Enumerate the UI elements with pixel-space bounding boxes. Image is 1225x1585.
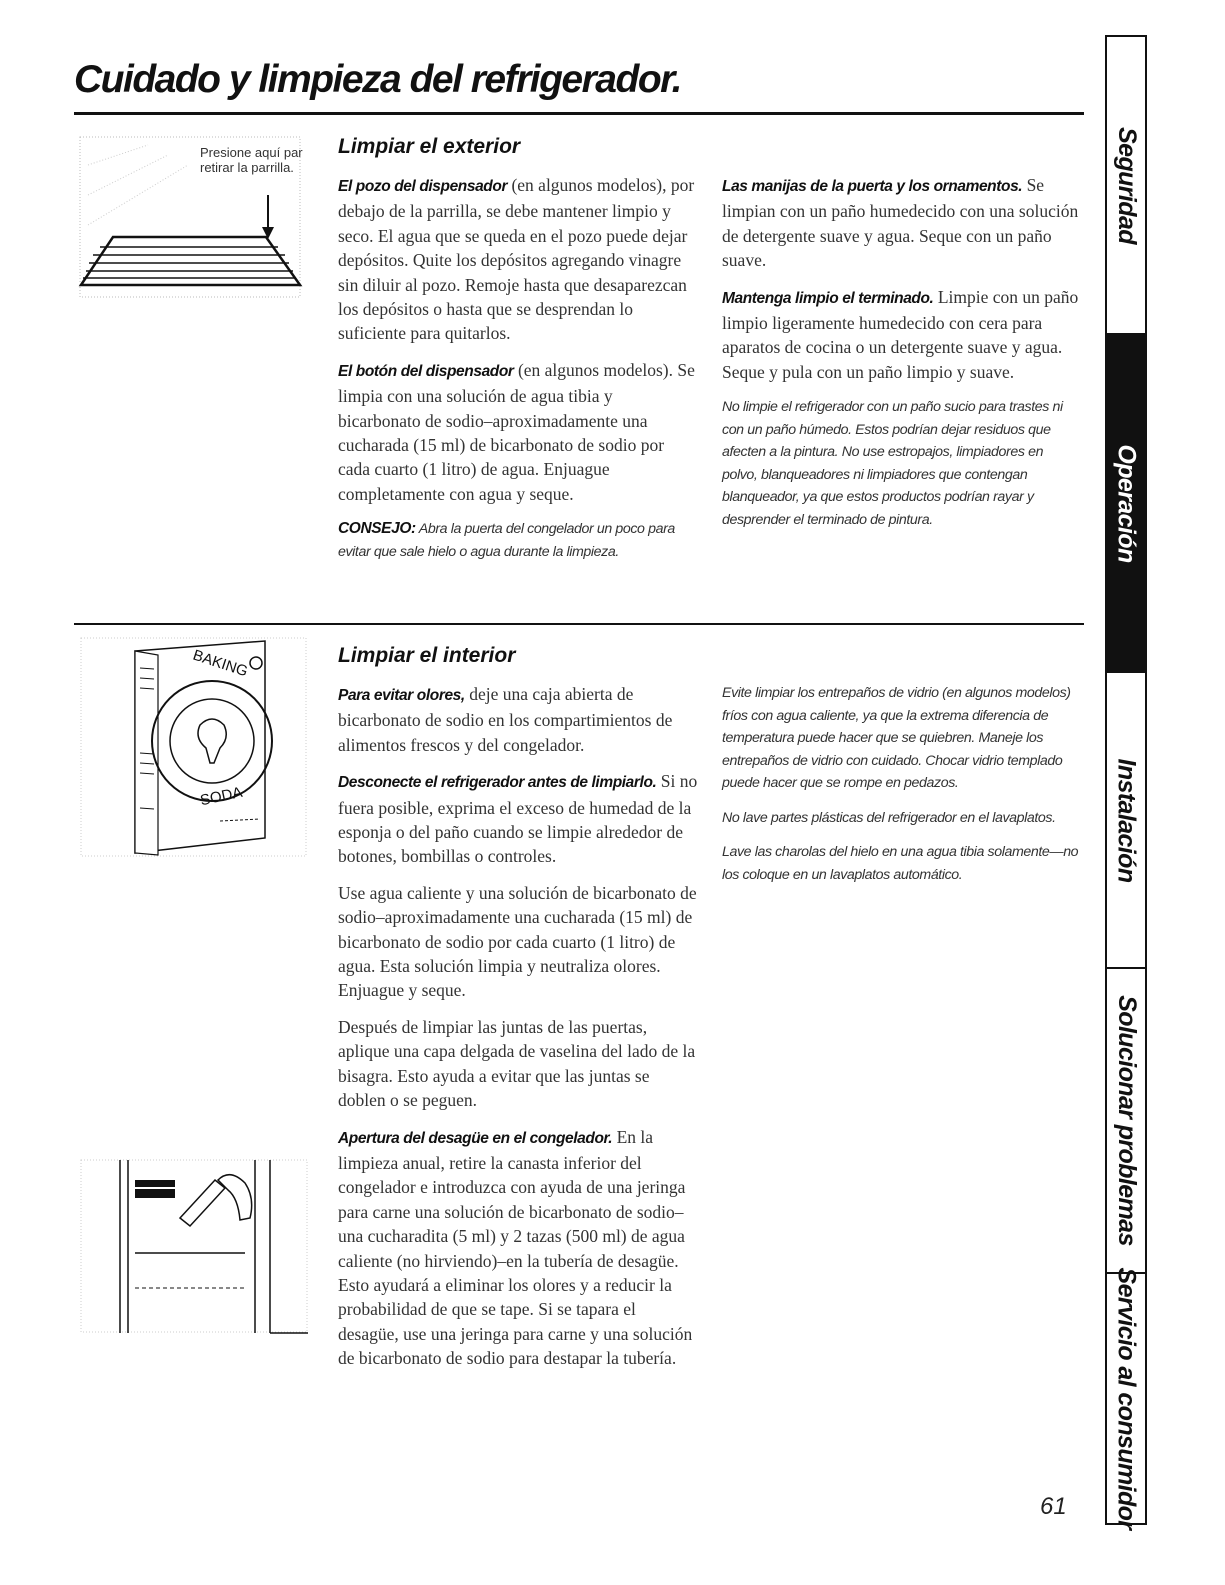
tab-operacion-label: Operación: [1112, 443, 1141, 563]
interior-heading: Limpiar el interior: [338, 644, 516, 667]
baking-soda-illustration: [80, 633, 308, 863]
tab-solucionar-problemas-label: Solucionar problemas: [1112, 995, 1141, 1246]
freezer-drain-illustration: [80, 1158, 310, 1338]
plastic-parts-note: No lave partes plásticas del refrigerador en el lavaplatos.: [722, 809, 1056, 826]
interior-column-left: [338, 682, 700, 1383]
odor-paragraph: [338, 682, 700, 757]
dispenser-well-text: (en algunos modelos), por debajo de la parrilla, se debe mantener limpio y seco. El agua que se queda en el pozo puede dejar depósitos. Quite los depósitos agregando vinagre sin diluir al pozo. Remoje hasta que desaparezcan los depósitos o hasta que se desprendan lo suficiente para quitarlos.: [338, 175, 695, 344]
exterior-warning: No limpie el refrigerador con un paño sucio para trastes ni con un paño húmedo. Estos podrían dejar residuos que afecten a la pintura. No use estropajos, limpiadores en polvo, blanqueadores ni limpiadores que contengan blanqueador, ya que estos productos podrían rayar y desprender el terminado de pintura.: [722, 399, 1063, 528]
grille-label-line2: retirar la parrilla.: [200, 160, 294, 175]
dispenser-well-paragraph: [338, 173, 698, 346]
finish-text: Limpie con un paño limpio ligeramente humedecido con cera para aparatos de cocina o un detergente suave y agua. Seque y pula con un paño limpio y suave.: [722, 286, 1079, 382]
tab-solucionar-problemas[interactable]: [1107, 969, 1145, 1274]
tab-seguridad[interactable]: [1107, 37, 1145, 335]
section-divider: [74, 623, 1084, 625]
interior-column-right: [722, 682, 1082, 898]
title-rule: [74, 112, 1084, 115]
exterior-column-left: [338, 173, 698, 575]
tab-instalacion[interactable]: [1107, 673, 1145, 969]
drain-text: En la limpieza anual, retire la canasta inferior del congelador e introduzca con ayuda de una jeringa para carne una solución de bicarbonato de sodio–una cucharadita (5 ml) y 2 tazas (500 ml) de agua caliente (no hirviendo)–en la tubería de desagüe. Esto ayudará a eliminar los olores y a reducir la probabilidad de que se tape. Si se tapara el desagüe, use una jeringa para carne y una solución de bicarbonato de sodio para destapar la tubería.: [338, 1126, 693, 1369]
tab-servicio-al-consumidor-label: Servicio al consumidor: [1112, 1267, 1141, 1530]
unplug-text: Si no fuera posible, exprima el exceso de humedad de la esponja o del paño cuando se limpie alrededor de botones, bombillas o controles.: [338, 771, 698, 867]
tip-lead: CONSEJO:: [338, 520, 416, 538]
tab-operacion[interactable]: [1107, 335, 1145, 673]
tab-seguridad-label: Seguridad: [1112, 126, 1141, 244]
tip-paragraph: [338, 518, 698, 563]
drain-lead: Apertura del desagüe en el congelador.: [338, 1129, 613, 1147]
glass-shelves-note: Evite limpiar los entrepaños de vidrio (en algunos modelos) fríos con agua caliente, ya que la extrema diferencia de temperatura puede hacer que se quiebren. Maneje los entrepaños de vidrio con cuidado. Chocar vidrio templado puede hacer que se rompe en pedazos.: [722, 685, 1071, 791]
handles-paragraph: [722, 173, 1082, 273]
drain-paragraph: [338, 1125, 700, 1371]
grille-label: [200, 145, 303, 175]
handles-text: Se limpian con un paño humedecido con una solución de detergente suave y agua. Seque con un paño suave.: [722, 175, 1079, 271]
baking-soda-top-text: BAKING: [190, 646, 250, 681]
exterior-column-right: [722, 173, 1082, 543]
tip-text: Abra la puerta del congelador un poco para evitar que sale hielo o agua durante la limpieza.: [338, 521, 675, 560]
grille-illustration: [78, 135, 303, 300]
section-tabs: [1105, 35, 1147, 1530]
grille-label-line1: Presione aquí par: [200, 145, 303, 160]
dispenser-button-paragraph: [338, 358, 698, 506]
solution-paragraph: Use agua caliente y una solución de bicarbonato de sodio–aproximadamente una cucharada (15 ml) de bicarbonato de sodio por cada cuarto (1 litro) de agua. Esta solución limpia y neutraliza olores. Enjuague y seque.: [338, 882, 697, 1001]
ice-trays-note: Lave las charolas del hielo en una agua tibia solamente—no los coloque en un lavaplatos automático.: [722, 844, 1079, 883]
baking-soda-drawing: [80, 633, 308, 863]
odor-lead: Para evitar olores,: [338, 687, 465, 704]
dispenser-button-text: (en algunos modelos). Se limpia con una solución de agua tibia y bicarbonato de sodio–aproximadamente una cucharada (15 ml) de bicarbonato de sodio por cada cuarto (1 litro) de agua. Enjuague completamente con agua y seque.: [338, 359, 695, 504]
gasket-paragraph: Después de limpiar las juntas de las puertas, aplique una capa delgada de vaselina del lado de la bisagra. Esto ayuda a evitar que las juntas se doblen o se peguen.: [338, 1016, 696, 1111]
finish-paragraph: [722, 285, 1082, 385]
dispenser-button-lead: El botón del dispensador: [338, 362, 514, 380]
unplug-paragraph: [338, 769, 700, 869]
exterior-heading: Limpiar el exterior: [338, 135, 521, 158]
odor-text: deje una caja abierta de bicarbonato de sodio en los compartimientos de alimentos frescos y del congelador.: [338, 684, 673, 755]
page-title: Cuidado y limpieza del refrigerador.: [74, 58, 682, 101]
finish-lead: Mantenga limpio el terminado.: [722, 289, 934, 307]
tab-instalacion-label: Instalación: [1112, 758, 1141, 882]
dispenser-well-lead: El pozo del dispensador: [338, 178, 508, 195]
tab-servicio-al-consumidor[interactable]: [1107, 1267, 1145, 1530]
handles-lead: Las manijas de la puerta y los ornamentos.: [722, 178, 1023, 195]
unplug-lead: Desconecte el refrigerador antes de limpiarlo.: [338, 774, 657, 792]
baking-soda-bottom-text: SODA: [198, 783, 244, 810]
freezer-drain-drawing: [80, 1158, 310, 1338]
page-number: 61: [1040, 1493, 1067, 1520]
